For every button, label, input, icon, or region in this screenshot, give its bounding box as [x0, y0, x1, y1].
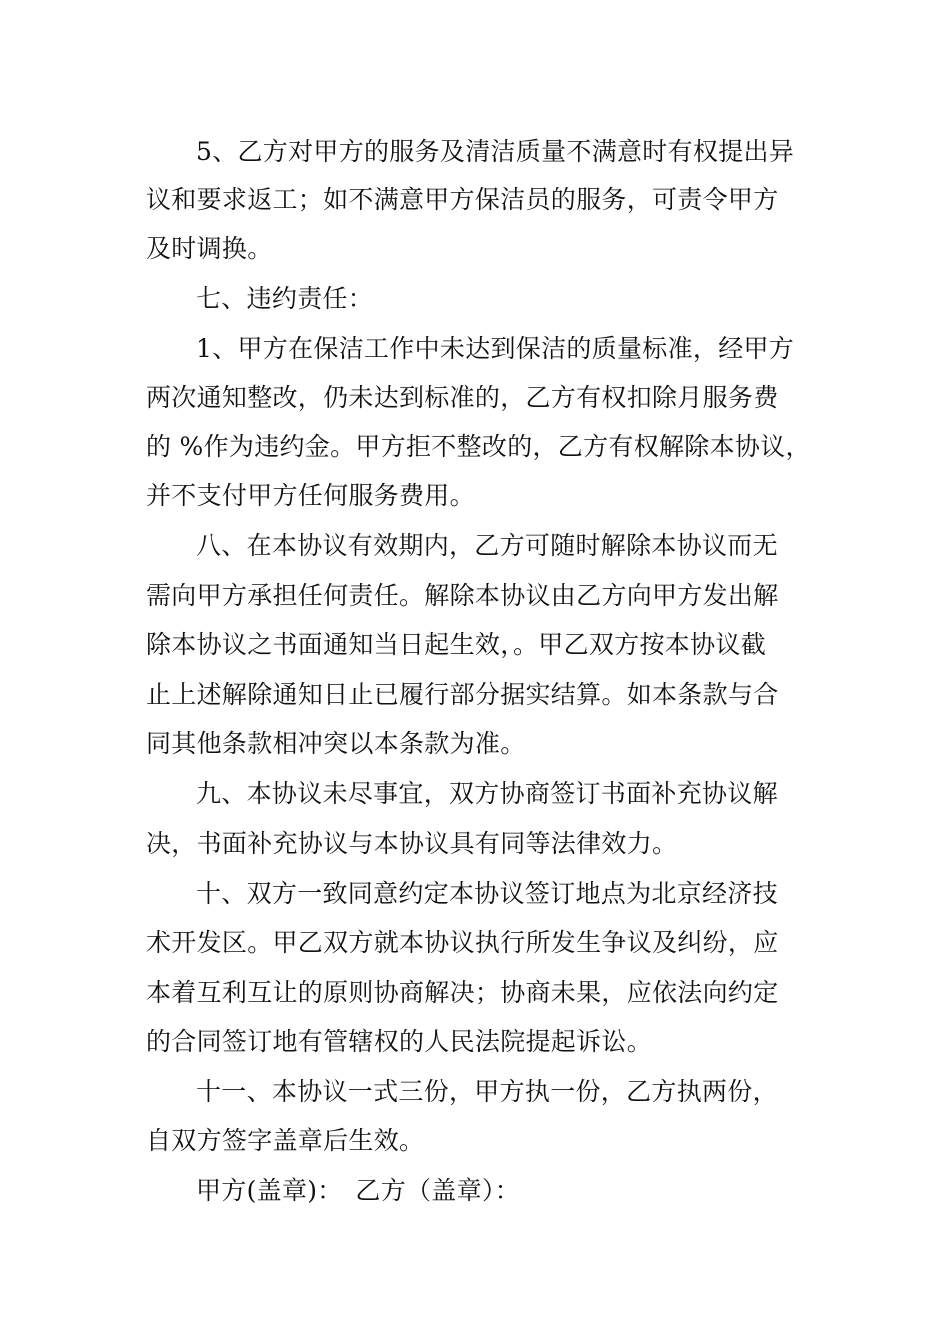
text-line: 议和要求返工；如不满意甲方保洁员的服务，可责令甲方	[146, 185, 779, 214]
section-heading: 七、违约责任：	[196, 284, 374, 313]
signature-line: 甲方(盖章)： 乙方（盖章）：	[196, 1176, 521, 1205]
text-line: 1、甲方在保洁工作中未达到保洁的质量标准，经甲方	[196, 334, 795, 363]
text-line: 除本协议之书面通知当日起生效，。甲乙双方按本协议截	[146, 630, 767, 659]
text-line: 八、在本协议有效期内，乙方可随时解除本协议而无	[196, 531, 778, 560]
text-line: 两次通知整改，仍未达到标准的，乙方有权扣除月服务费	[146, 383, 779, 412]
text-line: 十、双方一致同意约定本协议签订地点为北京经济技	[196, 879, 778, 908]
text-line: 十一、本协议一式三份，甲方执一份，乙方执两份，	[196, 1077, 778, 1106]
text-line: 止上述解除通知日止已履行部分据实结算。如本条款与合	[146, 680, 779, 709]
text-line: 九、本协议未尽事宜，双方协商签订书面补充协议解	[196, 779, 778, 808]
text-line: 术开发区。甲乙双方就本协议执行所发生争议及纠纷，应	[146, 928, 779, 957]
text-line: 的 %作为违约金。甲方拒不整改的，乙方有权解除本协议，	[146, 432, 811, 461]
text-line: 的合同签订地有管辖权的人民法院提起诉讼。	[146, 1027, 653, 1056]
text-line: 自双方签字盖章后生效。	[146, 1126, 425, 1155]
text-line: 同其他条款相冲突以本条款为准。	[146, 729, 526, 758]
text-line: 5、乙方对甲方的服务及清洁质量不满意时有权提出异	[196, 137, 795, 166]
text-line: 及时调换。	[146, 234, 273, 263]
text-line: 决，书面补充协议与本协议具有同等法律效力。	[146, 829, 678, 858]
text-line: 本着互利互让的原则协商解决；协商未果，应依法向约定	[146, 978, 779, 1007]
text-line: 需向甲方承担任何责任。解除本协议由乙方向甲方发出解	[146, 581, 779, 610]
text-line: 并不支付甲方任何服务费用。	[146, 481, 475, 510]
